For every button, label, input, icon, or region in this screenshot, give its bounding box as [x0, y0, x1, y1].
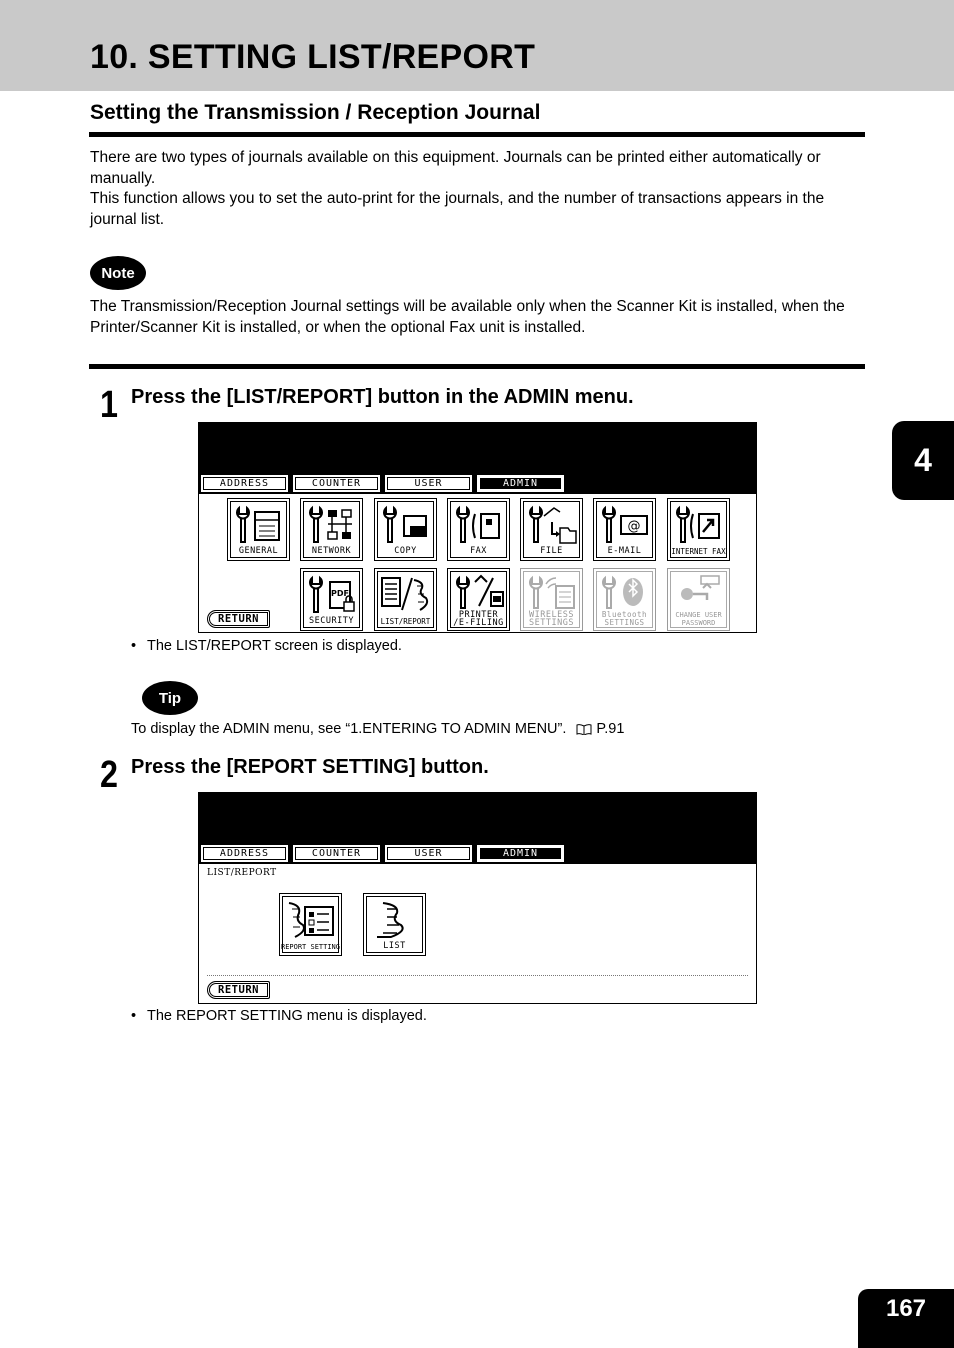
return-button[interactable]: RETURN: [207, 981, 270, 999]
tab-address[interactable]: ADDRESS: [201, 475, 288, 492]
bluetooth-settings-button: [593, 568, 656, 631]
tab-address[interactable]: ADDRESS: [201, 845, 288, 862]
fax-button[interactable]: [447, 498, 510, 561]
network-button[interactable]: [300, 498, 363, 561]
screen-label: LIST/REPORT: [207, 868, 277, 878]
steps-rule: [89, 364, 865, 369]
internet-fax-label: INTERNET FAX: [671, 547, 726, 556]
list-label: LIST: [383, 941, 406, 951]
printer-efiling-label: [448, 611, 509, 627]
security-label: SECURITY: [309, 616, 354, 626]
copy-button[interactable]: [374, 498, 437, 561]
bullet-dot: •: [131, 1008, 137, 1024]
step-1-number: 1: [100, 384, 118, 426]
email-button[interactable]: [593, 498, 656, 561]
wrench-network-icon: [306, 504, 358, 546]
intro-paragraph-1: There are two types of journals available on this equipment. Journals can be printed either automatically or manually.: [90, 149, 821, 187]
wrench-wireless-icon: [526, 574, 578, 610]
printer-efiling-button[interactable]: [447, 568, 510, 631]
list-icon: [369, 899, 421, 941]
wireless-label-line1: WIRELESS: [529, 610, 574, 620]
change-user-password-label: [668, 611, 729, 627]
internet-fax-button[interactable]: [667, 498, 730, 561]
security-button[interactable]: [300, 568, 363, 631]
screen-tabbar: [201, 845, 564, 863]
general-label: GENERAL: [238, 546, 279, 556]
step-2-number: 2: [100, 754, 118, 796]
admin-menu-screen: [198, 422, 757, 633]
bluetooth-label-line2: SETTINGS: [604, 618, 645, 627]
list-report-button[interactable]: [374, 568, 437, 631]
list-report-label: LIST/REPORT: [380, 617, 431, 626]
intro-paragraph-2: This function allows you to set the auto-print for the journals, and the number of transactions appears in the journal list.: [90, 190, 825, 228]
change-password-icon: [673, 574, 725, 610]
tab-user[interactable]: USER: [385, 475, 472, 492]
page-number: 167: [858, 1289, 954, 1348]
tab-counter[interactable]: COUNTER: [293, 475, 380, 492]
tab-admin[interactable]: ADMIN: [477, 845, 564, 862]
tip-text: [131, 721, 624, 737]
change-pw-label-line1: CHANGE USER: [675, 611, 722, 619]
tip-text-body: To display the ADMIN menu, see “1.ENTERING TO ADMIN MENU”.: [131, 721, 567, 737]
return-button[interactable]: RETURN: [207, 610, 270, 628]
fax-label: FAX: [470, 546, 487, 556]
step-2-result: [131, 1008, 427, 1024]
printer-efiling-label-line1: PRINTER: [458, 610, 499, 620]
wrench-file-icon: [526, 504, 578, 546]
printer-efiling-label-line2: /E-FILING: [453, 618, 504, 628]
tip-page-ref[interactable]: P.91: [596, 721, 625, 737]
wrench-security-icon: [306, 574, 358, 616]
wireless-label-line2: SETTINGS: [529, 618, 574, 628]
wrench-internet-fax-icon: [673, 504, 725, 546]
wireless-settings-button: [520, 568, 583, 631]
network-label: NETWORK: [311, 546, 352, 556]
wrench-bluetooth-icon: [599, 574, 651, 610]
svg-text:PDF: PDF: [331, 589, 349, 598]
svg-text:@: @: [627, 519, 641, 534]
list-button[interactable]: [363, 893, 426, 956]
chapter-tab: 4: [892, 421, 954, 500]
section-title: Setting the Transmission / Reception Journal: [90, 101, 541, 124]
wrench-email-icon: [599, 504, 651, 546]
tip-badge: Tip: [142, 681, 198, 715]
step-2-instruction: Press the [REPORT SETTING] button.: [131, 756, 489, 778]
step-1-result: [131, 638, 402, 654]
list-report-screen: [198, 792, 757, 1004]
tab-counter[interactable]: COUNTER: [293, 845, 380, 862]
general-button[interactable]: [227, 498, 290, 561]
report-setting-label: REPORT SETTING: [280, 943, 340, 951]
screen-divider: [207, 975, 748, 976]
wrench-printer-efiling-icon: [453, 574, 505, 610]
report-setting-button[interactable]: [279, 893, 342, 956]
book-icon: [576, 723, 592, 735]
page-title: 10. SETTING LIST/REPORT: [90, 38, 536, 76]
bluetooth-settings-label: [594, 611, 655, 627]
file-label: FILE: [540, 546, 563, 556]
wireless-settings-label: [521, 611, 582, 627]
note-badge: Note: [90, 256, 146, 290]
step-1-result-text: The LIST/REPORT screen is displayed.: [147, 638, 402, 654]
list-report-icon: [380, 574, 432, 616]
tab-user[interactable]: USER: [385, 845, 472, 862]
tab-admin[interactable]: ADMIN: [477, 475, 564, 492]
bluetooth-label-line1: Bluetooth: [601, 610, 648, 619]
wrench-copy-icon: [380, 504, 432, 546]
report-setting-icon: [285, 899, 337, 941]
bullet-dot: •: [131, 638, 137, 654]
screen-tabbar: [201, 475, 564, 493]
copy-label: COPY: [394, 546, 417, 556]
step-2-result-text: The REPORT SETTING menu is displayed.: [147, 1008, 427, 1024]
step-1-instruction: Press the [LIST/REPORT] button in the ADMIN menu.: [131, 386, 634, 408]
wrench-copier-icon: [233, 504, 285, 546]
email-label: E-MAIL: [607, 546, 642, 556]
wrench-fax-icon: [453, 504, 505, 546]
change-user-password-button: [667, 568, 730, 631]
section-rule: [89, 132, 865, 137]
file-button[interactable]: [520, 498, 583, 561]
change-pw-label-line2: PASSWORD: [681, 619, 716, 627]
note-text: The Transmission/Reception Journal settings will be available only when the Scanner Kit is installed, when the Printer/Scanner Kit is installed, or when the optional Fax unit is installed.: [90, 298, 845, 336]
